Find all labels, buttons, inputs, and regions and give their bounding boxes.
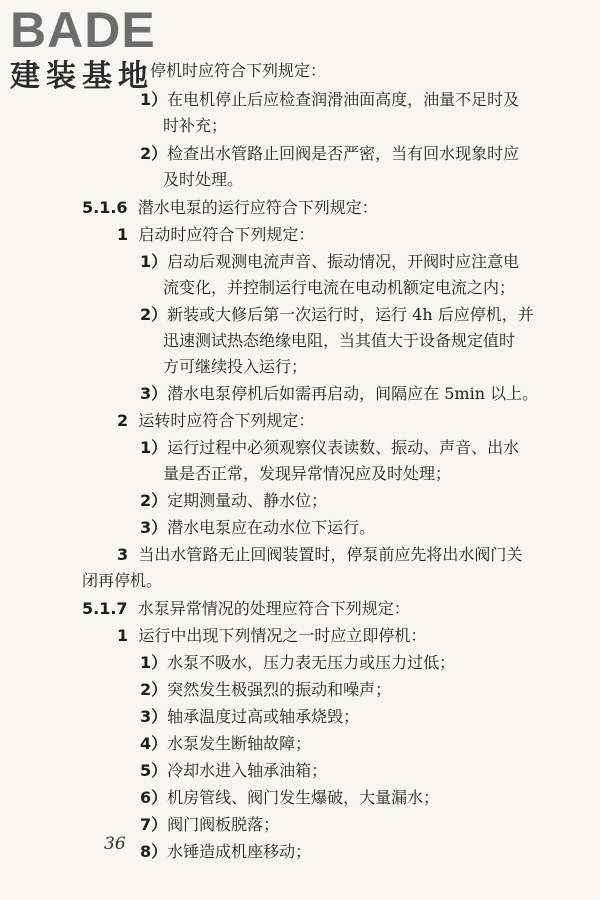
page-number: 36 [104,834,126,854]
subsection-heading [117,408,314,434]
list-item [140,435,519,461]
item-text: 突然发生极强烈的振动和噪声； [167,680,392,699]
subsection-number: 3 [117,545,129,564]
logo-word: BADE [10,2,156,58]
paragraph-text: 当出水管路无止回阀装置时，停泵前应先将出水阀门关 [138,545,523,564]
item-text: 检查出水管路止回阀是否严密，当有回水现象时应 [167,144,520,163]
item-text-continued: 及时处理。 [163,170,244,189]
section-heading [82,596,410,622]
section-title: 潜水电泵的运行应符合下列规定： [137,198,378,217]
list-item [140,488,327,514]
item-text: 在电机停止后应检查润滑油面高度，油量不足时及 [167,90,520,109]
item-number: 2） [140,680,168,699]
item-number: 1） [140,252,168,271]
item-text: 轴承温度过高或轴承烧毁； [167,707,360,726]
item-number: 3） [140,518,168,537]
list-item [140,249,519,275]
item-number: 3） [140,384,168,403]
subsection-number: 1 [117,626,129,645]
list-item [140,839,311,865]
list-item [140,785,439,811]
subsection-title: 启动时应符合下列规定： [138,225,315,244]
subsection-title: 运行中出现下列情况之一时应立即停机： [138,626,427,645]
item-number: 3） [140,707,168,726]
item-text: 启动后观测电流声音、振动情况，开阀时应注意电 [167,252,520,271]
item-text: 运行过程中必须观察仪表读数、振动、声音、出水 [167,438,520,457]
header-tail: 停机时应符合下列规定： [150,61,327,80]
logo-subtitle: 建装基地 [10,59,154,94]
paragraph-text-continued: 闭再停机。 [82,571,163,590]
section-number: 5.1.7 [82,599,128,618]
item-number: 7） [140,815,168,834]
item-text-continued: 量是否正常，发现异常情况应及时处理； [163,464,452,483]
item-text: 潜水电泵停机后如需再启动，间隔应在 5min 以上。 [167,384,539,403]
section-title: 水泵异常情况的处理应符合下列规定： [137,599,410,618]
subsection-paragraph [117,542,522,568]
subsection-heading [117,222,314,248]
list-item [140,731,311,757]
list-item [140,141,519,167]
item-number: 5） [140,761,168,780]
item-text-continued: 流变化，并控制运行电流在电动机额定电流之内； [163,278,516,297]
item-text: 水泵不吸水，压力表无压力或压力过低； [167,653,456,672]
item-number: 2） [140,144,168,163]
item-text-continued: 方可继续投入运行； [163,357,308,376]
list-item [140,704,359,730]
item-text-continued: 迅速测试热态绝缘电阻，当其值大于设备规定值时 [163,331,516,350]
item-number: 2） [140,305,168,324]
item-number: 1） [140,438,168,457]
subsection-title: 运转时应符合下列规定： [138,411,315,430]
section-number: 5.1.6 [82,198,128,217]
item-text: 定期测量动、静水位； [167,491,328,510]
item-text: 水锤造成机座移动； [167,842,312,861]
item-number: 1） [140,90,168,109]
item-number: 8） [140,842,168,861]
list-item [140,812,279,838]
list-item [140,302,534,328]
list-item [140,87,519,113]
item-text: 阀门阀板脱落； [167,815,280,834]
item-text: 新装或大修后第一次运行时，运行 4h 后应停机，并 [167,305,534,324]
subsection-number: 1 [117,225,129,244]
list-item [140,515,375,541]
item-number: 6） [140,788,168,807]
item-number: 1） [140,653,168,672]
item-text: 机房管线、阀门发生爆破，大量漏水； [167,788,440,807]
list-item [140,650,455,676]
item-text: 潜水电泵应在动水位下运行。 [167,518,376,537]
item-text: 冷却水进入轴承油箱； [167,761,328,780]
subsection-heading [117,623,426,649]
item-text: 水泵发生断轴故障； [167,734,312,753]
subsection-number: 2 [117,411,129,430]
section-heading [82,195,378,221]
item-text-continued: 时补充； [163,116,228,135]
item-number: 2） [140,491,168,510]
list-item [140,758,327,784]
list-item [140,381,538,407]
item-number: 4） [140,734,168,753]
list-item [140,677,391,703]
